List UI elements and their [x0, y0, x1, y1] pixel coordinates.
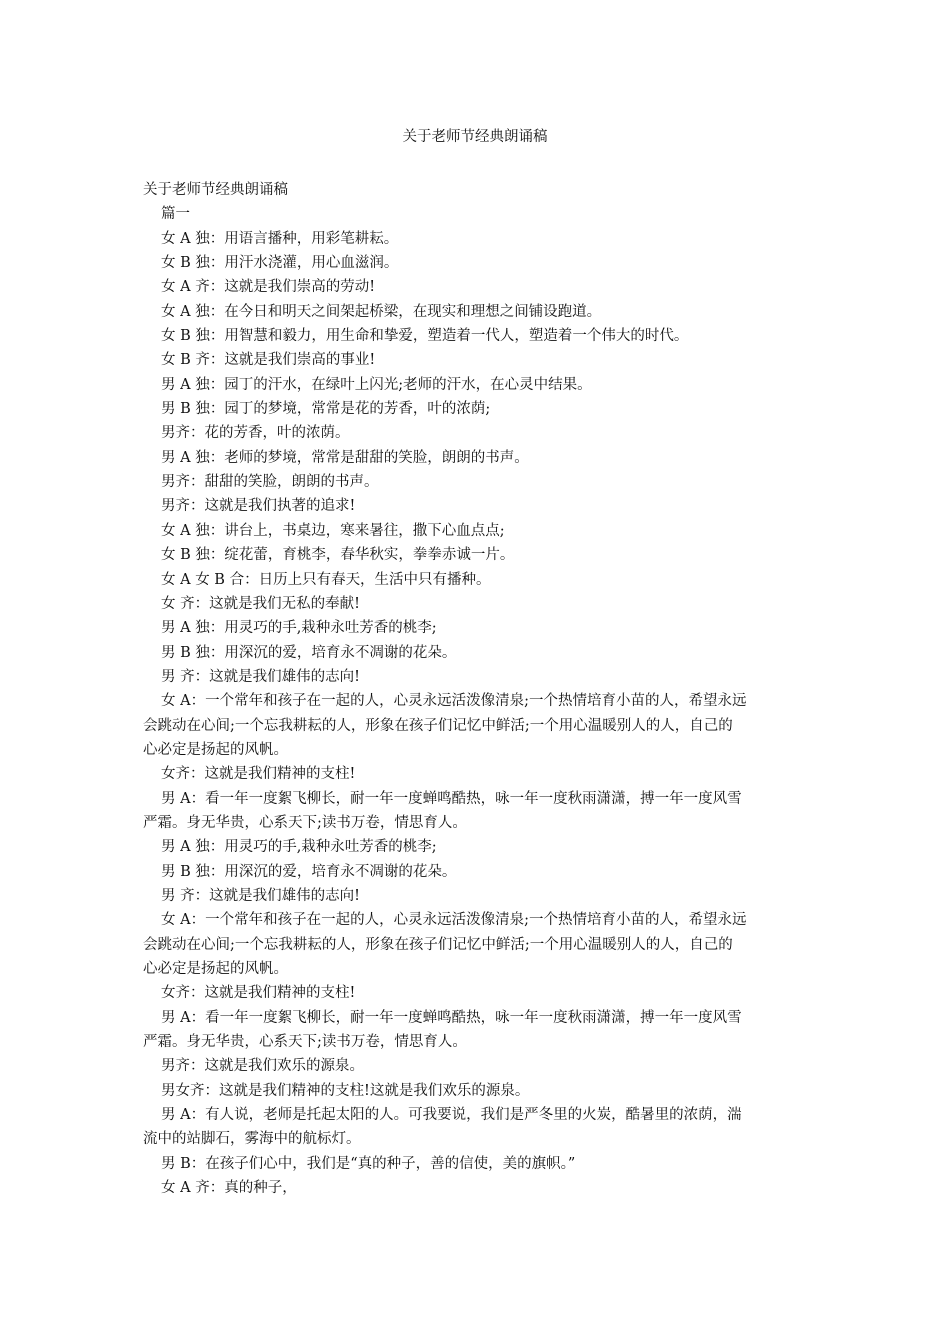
- text-line: 男齐：这就是我们执著的追求!: [161, 498, 356, 515]
- text-line: 男 B 独：园丁的梦境，常常是花的芳香，叶的浓荫;: [161, 401, 491, 418]
- text-line: 女 A：一个常年和孩子在一起的人，心灵永远活泼像清泉;一个热情培育小苗的人，希望永远: [161, 693, 747, 710]
- text-line: 男 A 独：用灵巧的手,栽种永吐芳香的桃李;: [161, 839, 437, 856]
- text-line: 女 A 女 B 合：日历上只有春天，生活中只有播种。: [161, 571, 491, 588]
- text-line: 女 B 齐：这就是我们崇高的事业!: [161, 352, 376, 369]
- text-line-continued: 严霜。身无华贵，心系天下;读书万卷，情思育人。: [143, 814, 467, 831]
- text-line: 男 A 独：用灵巧的手,栽种永吐芳香的桃李;: [161, 620, 437, 637]
- section-label: 篇一: [161, 206, 190, 223]
- text-line: 女 A 齐：真的种子，: [161, 1180, 297, 1197]
- text-line: 男 齐：这就是我们雄伟的志向!: [161, 668, 360, 685]
- text-line: 女 A：一个常年和孩子在一起的人，心灵永远活泼像清泉;一个热情培育小苗的人，希望永远: [161, 912, 747, 929]
- text-line: 男 A 独：老师的梦境，常常是甜甜的笑脸，朗朗的书声。: [161, 449, 529, 466]
- body-heading: 关于老师节经典朗诵稿: [143, 182, 288, 198]
- text-line: 女齐：这就是我们精神的支柱!: [161, 985, 356, 1002]
- text-line-continued: 心必定是扬起的风帆。: [143, 741, 288, 758]
- text-line-continued: 流中的站脚石，雾海中的航标灯。: [143, 1131, 361, 1148]
- text-line-continued: 会跳动在心间;一个忘我耕耘的人，形象在孩子们记忆中鲜活;一个用心温暖别人的人，自己的: [143, 936, 733, 953]
- text-line: 女 B 独：用汗水浇灌，用心血滋润。: [161, 255, 399, 272]
- text-line: 男齐：这就是我们欢乐的源泉。: [161, 1058, 364, 1075]
- text-line: 男 齐：这就是我们雄伟的志向!: [161, 887, 360, 904]
- text-line: 男 A：看一年一度絮飞柳长，耐一年一度蝉鸣酷热，咏一年一度秋雨潇潇，搏一年一度风雪: [161, 1009, 742, 1026]
- text-line: 女 A 独：在今日和明天之间架起桥梁，在现实和理想之间铺设跑道。: [161, 303, 602, 320]
- text-line: 男女齐：这就是我们精神的支柱!这就是我们欢乐的源泉。: [161, 1082, 530, 1099]
- text-line: 男 B：在孩子们心中，我们是“真的种子，善的信使，美的旗帜。”: [161, 1155, 576, 1172]
- text-line-continued: 会跳动在心间;一个忘我耕耘的人，形象在孩子们记忆中鲜活;一个用心温暖别人的人，自己的: [143, 717, 733, 734]
- text-line-continued: 严霜。身无华贵，心系天下;读书万卷，情思育人。: [143, 1034, 467, 1051]
- text-line: 女 B 独：绽花蕾，育桃李，春华秋实，拳拳赤诚一片。: [161, 547, 515, 564]
- text-line: 女 A 齐：这就是我们崇高的劳动!: [161, 279, 376, 296]
- text-line: 男 B 独：用深沉的爱，培育永不凋谢的花朵。: [161, 644, 457, 661]
- text-line: 女齐：这就是我们精神的支柱!: [161, 766, 356, 783]
- text-line: 女 A 独：用语言播种，用彩笔耕耘。: [161, 230, 399, 247]
- text-line: 女 B 独：用智慧和毅力，用生命和挚爱，塑造着一代人，塑造着一个伟大的时代。: [161, 328, 689, 345]
- document-body: [143, 178, 808, 1200]
- text-line: 女 A 独：讲台上，书桌边，寒来暑往，撒下心血点点;: [161, 522, 505, 539]
- text-line: 男 A：看一年一度絮飞柳长，耐一年一度蝉鸣酷热，咏一年一度秋雨潇潇，搏一年一度风雪: [161, 790, 742, 807]
- text-line: 男齐：甜甜的笑脸，朗朗的书声。: [161, 474, 379, 491]
- text-line-continued: 心必定是扬起的风帆。: [143, 961, 288, 977]
- text-line: 男 A：有人说，老师是托起太阳的人。可我要说，我们是严冬里的火炭，酷暑里的浓荫，湍: [161, 1107, 742, 1124]
- text-line: 男齐：花的芳香，叶的浓荫。: [161, 425, 350, 442]
- text-line: 女 齐：这就是我们无私的奉献!: [161, 595, 360, 612]
- document-title: 关于老师节经典朗诵稿: [402, 129, 548, 145]
- text-line: 男 A 独：园丁的汗水，在绿叶上闪光;老师的汗水，在心灵中结果。: [161, 376, 592, 393]
- text-line: 男 B 独：用深沉的爱，培育永不凋谢的花朵。: [161, 863, 457, 880]
